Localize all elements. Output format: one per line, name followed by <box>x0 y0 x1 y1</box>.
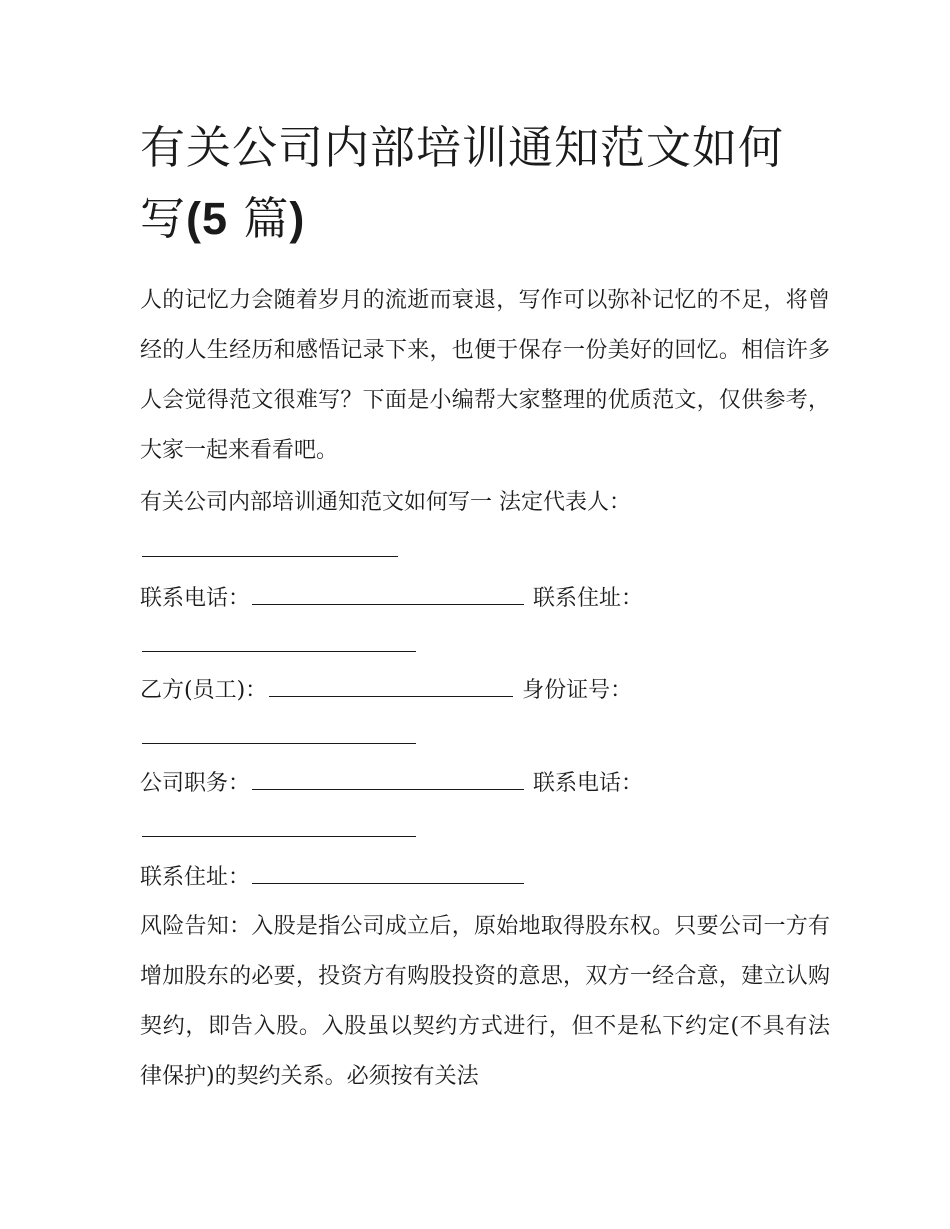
contact-address2-blank <box>252 857 524 884</box>
id-number-label: 身份证号： <box>522 678 633 703</box>
id-number-blank <box>142 717 416 744</box>
contact-address-label: 联系住址： <box>533 586 644 611</box>
id-number-blank-line <box>140 717 418 757</box>
title-count-close: ) <box>289 193 306 244</box>
contact-phone2-blank <box>142 810 416 837</box>
title-count-unit: 篇 <box>243 192 290 245</box>
document-title <box>140 112 820 254</box>
contact-phone-blank <box>252 578 524 605</box>
section-heading: 有关公司内部培训通知范文如何写一 法定代表人： <box>140 490 631 515</box>
title-text: 有关公司内部培训通知范文如何写 <box>140 121 785 245</box>
contact-address2-label: 联系住址： <box>140 865 251 890</box>
party-b-line <box>140 670 632 710</box>
contact-phone2-label: 联系电话： <box>533 771 644 796</box>
position-blank <box>252 763 524 790</box>
title-count-open: (5 <box>186 193 229 244</box>
contact-line <box>140 578 643 618</box>
position-label: 公司职务： <box>140 771 251 796</box>
party-b-label: 乙方(员工)： <box>140 678 268 703</box>
contact-address-blank <box>142 625 416 652</box>
contact-phone2-blank-line <box>140 810 418 850</box>
contact-address-blank-line <box>140 625 418 665</box>
contact-phone-label: 联系电话： <box>140 586 251 611</box>
position-line <box>140 763 643 803</box>
party-b-blank <box>269 670 513 697</box>
contact-address2-line <box>140 857 526 897</box>
legal-rep-blank-line <box>140 530 400 570</box>
intro-paragraph: 人的记忆力会随着岁月的流逝而衰退，写作可以弥补记忆的不足，将曾经的人生经历和感悟记录下来，也便于保存一份美好的回忆。相信许多人会觉得范文很难写？下面是小编帮大家整理的优质范文，仅供参考，大家一起来看看吧。 <box>140 288 830 463</box>
legal-rep-blank <box>142 530 398 557</box>
risk-notice-paragraph: 风险告知：入股是指公司成立后，原始地取得股东权。只要公司一方有增加股东的必要，投资方有购股投资的意思，双方一经合意，建立认购契约，即告入股。入股虽以契约方式进行，但不是私下约定(不具有法律保护)的契约关系。必须按有关法 <box>140 914 830 1089</box>
